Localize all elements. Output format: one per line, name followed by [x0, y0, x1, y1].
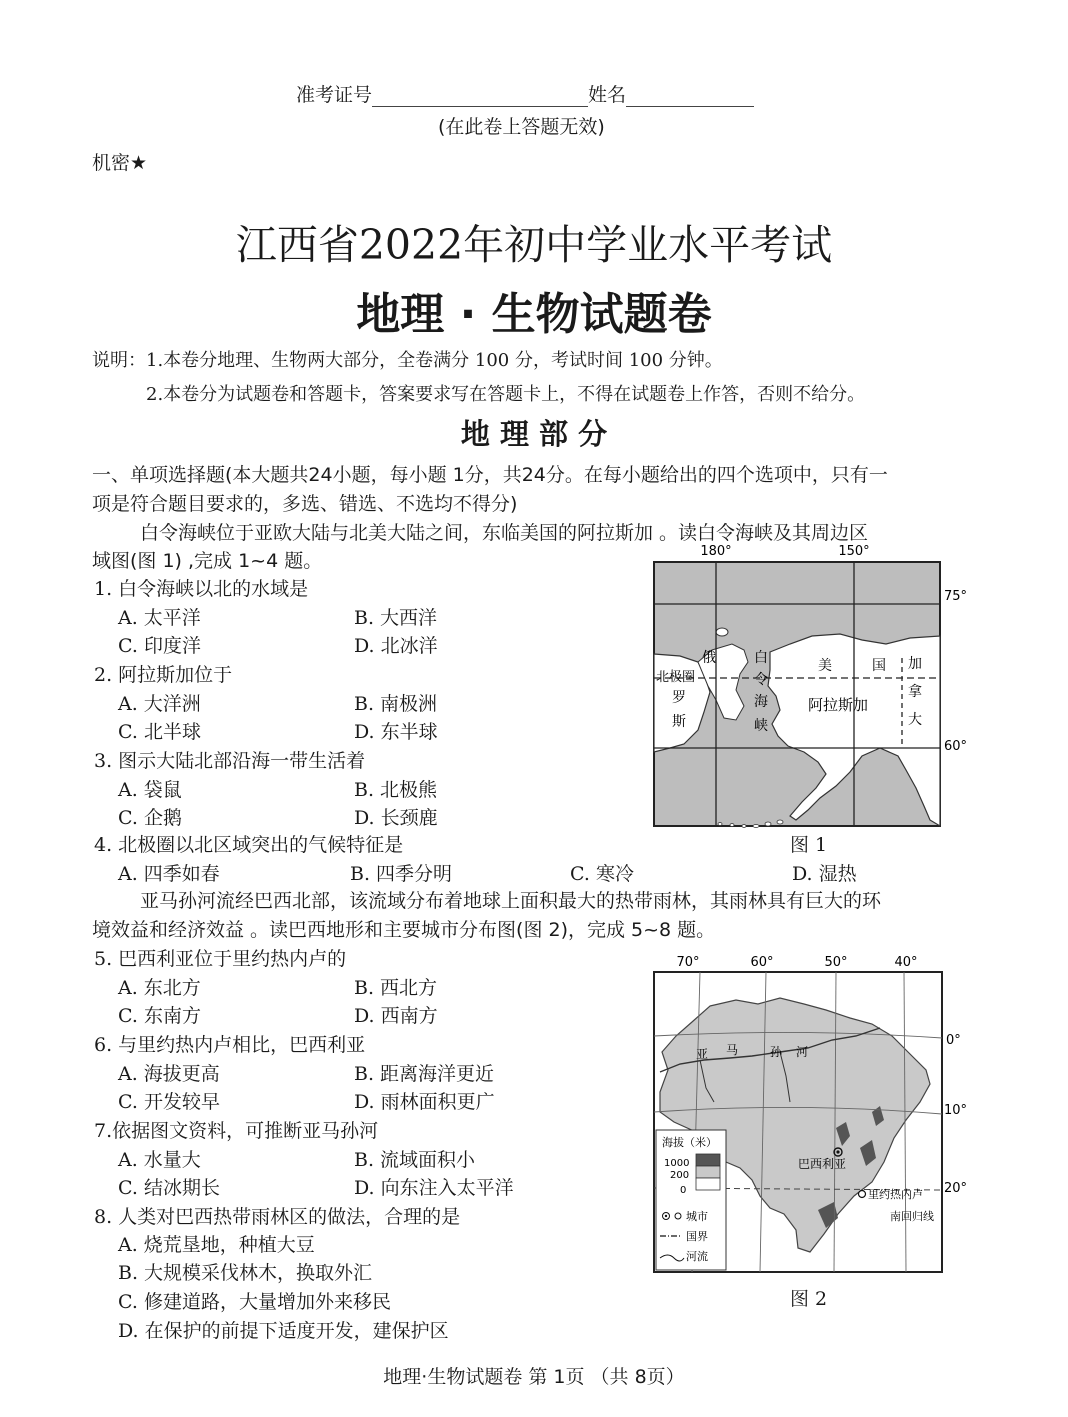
question-2-stem: 2. 阿拉斯加位于	[94, 664, 233, 686]
fig2-legend-border: 国界	[686, 1230, 708, 1243]
question-4-option-a: A. 四季如春	[118, 863, 220, 885]
fig1-canada-1: 加	[908, 656, 922, 672]
question-5-option-b: B. 西北方	[354, 977, 438, 999]
fig2-lon-40: 40°	[894, 955, 918, 970]
confidential-mark: 机密★	[92, 152, 148, 174]
fig2-tropic-label: 南回归线	[890, 1210, 934, 1223]
question-1-option-d: D. 北冰洋	[354, 635, 438, 657]
question-8-option-c: C. 修建道路，大量增加外来移民	[118, 1291, 391, 1313]
fig1-usa-1: 美	[818, 658, 832, 674]
name-blank	[626, 86, 754, 107]
question-5-stem: 5. 巴西利亚位于里约热内卢的	[94, 948, 347, 970]
question-5-option-c: C. 东南方	[118, 1005, 201, 1027]
question-2-option-c: C. 北半球	[118, 721, 201, 743]
question-6-stem: 6. 与里约热内卢相比，巴西利亚	[94, 1034, 366, 1056]
fig2-amazon-1: 亚	[696, 1047, 709, 1061]
question-1-option-a: A. 太平洋	[118, 607, 201, 629]
section-intro-line-1: 一、单项选择题(本大题共24小题，每小题 1分，共24分。在每小题给出的四个选项中，只有一	[92, 464, 888, 486]
fig2-lat-0: 0°	[946, 1033, 961, 1048]
fig1-lat-75: 75°	[944, 589, 968, 604]
fig2-legend-city: 城市	[686, 1210, 708, 1223]
invalid-note: (在此卷上答题无效)	[438, 116, 605, 138]
fig2-lat-20: 20°	[944, 1181, 968, 1196]
fig1-russia-1: 俄	[702, 650, 716, 666]
fig1-lon-180: 180°	[700, 544, 732, 559]
question-6-option-b: B. 距离海洋更近	[354, 1063, 495, 1085]
fig2-legend-river: 河流	[686, 1250, 708, 1263]
exam-title: 江西省2022年初中学业水平考试	[235, 221, 833, 269]
question-7-option-b: B. 流域面积小	[354, 1149, 476, 1171]
fig1-canada-2: 拿	[908, 684, 922, 700]
fig2-lon-50: 50°	[824, 955, 848, 970]
fig1-lon-150: 150°	[838, 544, 870, 559]
section-title: 地 理 部 分	[460, 417, 608, 451]
question-6-option-a: A. 海拔更高	[118, 1063, 220, 1085]
question-1-option-b: B. 大西洋	[354, 607, 438, 629]
fig2-legend-1000: 1000	[664, 1158, 690, 1169]
fig1-russia-2: 罗	[672, 690, 686, 706]
question-6-option-c: C. 开发较早	[118, 1091, 220, 1113]
question-4-stem: 4. 北极圈以北区域突出的气候特征是	[94, 834, 404, 856]
question-5-option-d: D. 西南方	[354, 1005, 438, 1027]
question-5-option-a: A. 东北方	[118, 977, 201, 999]
question-2-option-a: A. 大洋洲	[118, 693, 201, 715]
fig2-lon-60: 60°	[750, 955, 774, 970]
exam-number-blank	[372, 86, 588, 107]
question-1-option-c: C. 印度洋	[118, 635, 201, 657]
question-3-stem: 3. 图示大陆北部沿海一带生活着	[94, 750, 366, 772]
name-label: 姓名	[588, 84, 627, 106]
fig1-usa-2: 国	[872, 658, 886, 674]
passage-2-line-1: 亚马孙河流经巴西北部，该流域分布着地球上面积最大的热带雨林，其雨林具有巨大的环	[140, 890, 882, 912]
fig1-bering-3: 海	[754, 694, 768, 710]
question-7-option-c: C. 结冰期长	[118, 1177, 220, 1199]
figure-2-caption: 图 2	[790, 1288, 828, 1310]
question-6-option-d: D. 雨林面积更广	[354, 1091, 495, 1113]
fig2-amazon-4: 河	[796, 1045, 809, 1059]
question-7-option-d: D. 向东注入太平洋	[354, 1177, 514, 1199]
figure-2-map	[640, 952, 980, 1280]
instructions-prefix: 说明：	[92, 350, 146, 371]
instruction-line-2: 2.本卷分为试题卷和答题卡，答案要求写在答题卡上，不得在试题卷上作答，否则不给分。	[146, 384, 866, 405]
fig1-arctic-circle: 北极圈	[656, 670, 696, 685]
fig1-bering-1: 白	[754, 650, 768, 666]
fig2-amazon-2: 马	[726, 1043, 739, 1057]
fig2-rio-label: 里约热内卢	[868, 1188, 923, 1201]
fig2-lat-10: 10°	[944, 1103, 968, 1118]
question-4-option-b: B. 四季分明	[350, 863, 453, 885]
fig1-bering-2: 令	[754, 672, 768, 688]
passage-1-line-2: 域图(图 1) ,完成 1~4 题。	[92, 550, 323, 572]
instruction-line-1: 1.本卷分地理、生物两大部分，全卷满分 100 分，考试时间 100 分钟。	[146, 350, 723, 371]
passage-2-line-2: 境效益和经济效益 。读巴西地形和主要城市分布图(图 2)，完成 5~8 题。	[92, 919, 716, 941]
fig1-alaska: 阿拉斯加	[808, 696, 869, 714]
passage-1-line-1: 白令海峡位于亚欧大陆与北美大陆之间，东临美国的阿拉斯加 。读白令海峡及其周边区	[140, 522, 869, 544]
question-8-stem: 8. 人类对巴西热带雨林区的做法，合理的是	[94, 1206, 461, 1228]
question-8-option-a: A. 烧荒垦地，种植大豆	[118, 1234, 315, 1256]
question-1-stem: 1. 白令海峡以北的水域是	[94, 578, 309, 600]
fig2-legend-0: 0	[680, 1185, 687, 1196]
fig1-lat-60: 60°	[944, 739, 968, 754]
question-4-option-c: C. 寒冷	[570, 863, 634, 885]
question-7-option-a: A. 水量大	[118, 1149, 201, 1171]
exam-subtitle: 地理 · 生物试题卷	[356, 289, 712, 340]
question-3-option-d: D. 长颈鹿	[354, 807, 438, 829]
fig1-canada-3: 大	[908, 712, 922, 728]
question-4-option-d: D. 湿热	[792, 863, 857, 885]
exam-number-label: 准考证号	[296, 84, 373, 106]
question-3-option-c: C. 企鹅	[118, 807, 182, 829]
fig2-brasilia-label: 巴西利亚	[798, 1157, 847, 1171]
fig2-lon-70: 70°	[676, 955, 700, 970]
fig1-bering-4: 峡	[754, 718, 768, 734]
fig2-legend-200: 200	[670, 1170, 690, 1181]
figure-1-caption: 图 1	[790, 834, 828, 856]
figure-1-map	[640, 540, 980, 840]
question-3-option-a: A. 袋鼠	[118, 779, 182, 801]
question-8-option-d: D. 在保护的前提下适度开发，建保护区	[118, 1320, 449, 1342]
fig2-amazon-3: 孙	[770, 1045, 783, 1059]
question-2-option-d: D. 东半球	[354, 721, 438, 743]
fig2-legend-title: 海拔（米）	[662, 1136, 717, 1149]
question-8-option-b: B. 大规模采伐林木，换取外汇	[118, 1262, 373, 1284]
page-footer: 地理·生物试题卷 第 1页 （共 8页）	[383, 1366, 685, 1388]
section-intro-line-2: 项是符合题目要求的，多选、错选、不选均不得分)	[92, 493, 518, 515]
question-7-stem: 7.依据图文资料，可推断亚马孙河	[94, 1120, 379, 1142]
fig1-russia-3: 斯	[672, 714, 686, 730]
question-2-option-b: B. 南极洲	[354, 693, 438, 715]
question-3-option-b: B. 北极熊	[354, 779, 438, 801]
